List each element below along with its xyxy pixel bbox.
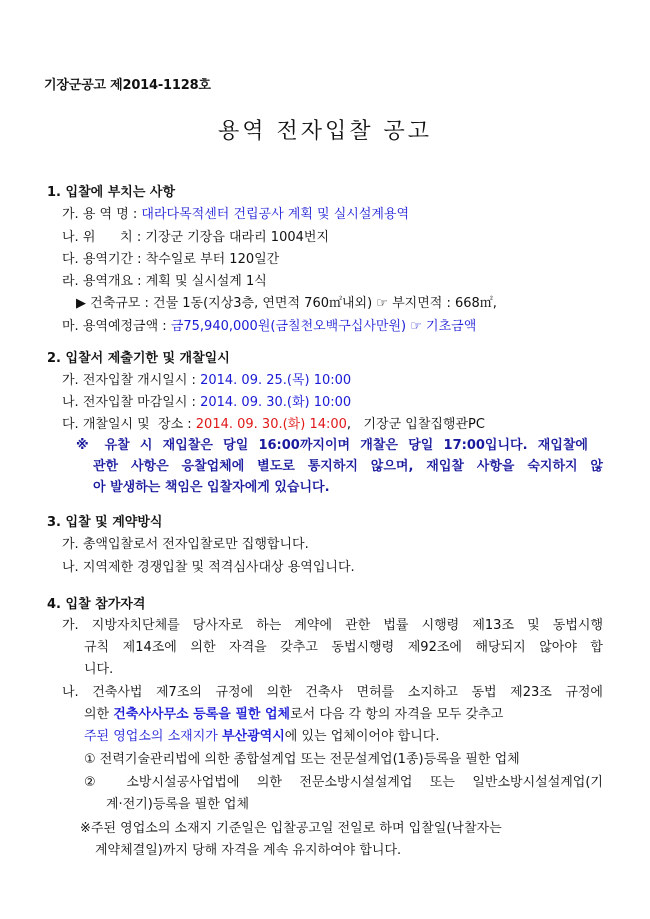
bid-opening-row: [62, 416, 485, 434]
section-1-heading: 1. 입찰에 부치는 사항: [47, 185, 176, 200]
contract-item-b: 나. 지역제한 경쟁입찰 및 적격심사대상 용역입니다.: [62, 560, 355, 575]
location-value: 기장군 기장읍 대라리 1004번지: [145, 230, 330, 245]
qualification-b-text-cont: 로서 다음 각 항의 자격을 모두 갖추고: [290, 707, 504, 722]
scale-row: ▶ 건축규모 : 건물 1동(지상3층, 연면적 760㎡내외) ☞ 부지면적 : 668㎡,: [76, 296, 497, 311]
notice-number: 기장군공고 제2014-1128호: [44, 78, 211, 93]
price-row: [62, 318, 476, 336]
bid-opening-place: , 기장군 입찰집행관PC: [346, 417, 485, 432]
qualification-b-line-2: [84, 706, 503, 724]
rebid-note-line-2: 관한 사항은 응찰업체에 별도로 통지하지 않으며, 재입찰 사항을 숙지하지 않: [93, 459, 603, 474]
section-2-heading: 2. 입찰서 제출기한 및 개찰일시: [47, 351, 230, 366]
bid-open-label: 가. 전자입찰 개시일시 :: [62, 373, 201, 388]
service-name-value: 대라다목적센터 건립공사 계획 및 실시설계용역: [141, 207, 410, 222]
architect-registration-highlight: 건축사사무소 등록을 필한 업체: [113, 707, 291, 722]
bid-open-row: [62, 372, 351, 390]
bid-opening-value: 2014. 09. 30.(화) 14:00: [195, 417, 347, 432]
page-title: 용역 전자입찰 공고: [217, 119, 432, 144]
service-name-label: 가. 용 역 명 :: [62, 207, 142, 222]
bid-close-row: [62, 394, 351, 412]
qualification-note-line-1: ※주된 영업소의 소재지 기준일은 입찰공고일 전일로 하며 입찰일(낙찰자는: [80, 821, 502, 836]
qualification-a-line-3: 니다.: [84, 662, 114, 677]
busan-highlight: 부산광역시: [221, 729, 285, 744]
qualification-b-text: 의한: [84, 707, 114, 722]
qualification-b-line-3: [84, 728, 439, 746]
qualification-a-line-2: 규칙 제14조에 의한 자격을 갖추고 동법시행령 제92조에 해당되지 않아야 합: [84, 640, 603, 655]
contract-item-a: 가. 총액입찰로서 전자입찰로만 집행합니다.: [62, 537, 309, 552]
qualification-item-2-line-2: 계·전기)등록을 필한 업체: [106, 797, 250, 812]
price-value: 금75,940,000원(금칠천오백구십사만원) ☞ 기초금액: [170, 319, 477, 334]
location-row: [62, 229, 329, 247]
section-3-heading: 3. 입찰 및 계약방식: [47, 515, 163, 530]
qualification-note-line-2: 계약체결일)까지 당해 자격을 계속 유지하여야 합니다.: [95, 843, 402, 858]
section-4-heading: 4. 입찰 참가자격: [47, 597, 146, 612]
bid-close-value: 2014. 09. 30.(화) 10:00: [200, 395, 352, 410]
rebid-note-line-1: ※ 유찰 시 재입찰은 당일 16:00까지이며 개찰은 당일 17:00입니다. 재입찰에: [76, 438, 588, 453]
qualification-a-line-1: 가. 지방자치단체를 당사자로 하는 계약에 관한 법률 시행령 제13조 및 동법시행: [62, 618, 603, 633]
period-row: 다. 용역기간 : 착수일로 부터 120일간: [62, 252, 280, 267]
service-name-row: [62, 206, 409, 224]
qualification-b-line-1: 나. 건축사법 제7조의 규정에 의한 건축사 면허를 소지하고 동법 제23조 규정에: [62, 685, 603, 700]
qualification-b-text-end: 에 있는 업체이어야 합니다.: [284, 729, 440, 744]
price-label: 마. 용역예정금액 :: [62, 319, 171, 334]
bid-opening-label: 다. 개찰일시 및 장소 :: [62, 417, 196, 432]
qualification-item-2-line-1: ② 소방시설공사업법에 의한 전문소방시설설계업 또는 일반소방시설설계업(기: [84, 775, 603, 790]
bid-close-label: 나. 전자입찰 마감일시 :: [62, 395, 201, 410]
qualification-item-1: ① 전력기술관리법에 의한 종합설계업 또는 전문설계업(1종)등록을 필한 업체: [84, 752, 520, 767]
overview-row: 라. 용역개요 : 계획 및 실시설계 1식: [62, 274, 267, 289]
rebid-note-line-3: 아 발생하는 책임은 입찰자에게 있습니다.: [93, 480, 330, 495]
bid-open-value: 2014. 09. 25.(목) 10:00: [200, 373, 352, 388]
location-label: 나. 위 치 :: [62, 230, 146, 245]
office-location-highlight: 주된 영업소의 소재지가: [84, 729, 222, 744]
